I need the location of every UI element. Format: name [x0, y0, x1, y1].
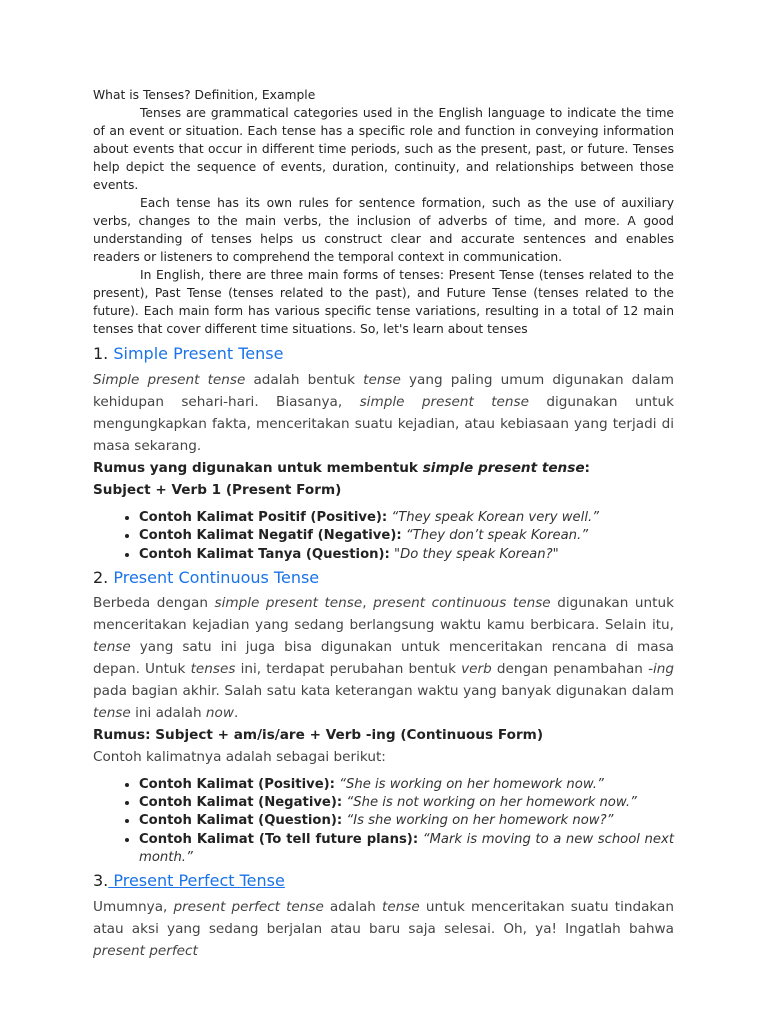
section-number: 3.	[93, 871, 109, 891]
list-item: • Contoh Kalimat (Negative): “She is not working on her homework now.”	[139, 794, 674, 812]
section-2-heading	[93, 567, 674, 589]
section-title: Present Continuous Tense	[113, 567, 320, 587]
section-2-formula: Rumus: Subject + am/is/are + Verb -ing (Continuous Form)	[93, 726, 544, 743]
intro-paragraph-3: In English, there are three main forms of tenses: Present Tense (tenses related to the present), Past Tense (tenses related to the past), and Future Tense (tenses related to the future). Each main form has various specific tense variations, resulting in a total of 12 main tenses that cover different time situations. So, let's learn about tenses	[93, 268, 674, 336]
section-2-paragraph: Berbeda dengan simple present tense, present continuous tense digunakan untuk menceritakan kejadian yang sedang berlangsung waktu kamu berbicara. Selain itu, tense yang satu ini juga bisa digunakan untuk menceritakan rencana di masa depan. Untuk tenses ini, terdapat perubahan bentuk verb dengan penambahan -ing pada bagian akhir. Salah satu kata keterangan waktu yang banyak digunakan dalam tense ini adalah now.	[93, 594, 674, 721]
section-1-rule: Rumus yang digunakan untuk membentuk simple present tense:	[93, 460, 590, 476]
section-number: 2.	[93, 567, 109, 587]
document-page	[93, 86, 674, 962]
section-title: Simple Present Tense	[113, 344, 284, 363]
list-item: • Contoh Kalimat (To tell future plans): “Mark is moving to a new school next month.”	[139, 831, 674, 868]
section-2-examples	[93, 776, 674, 867]
section-1-formula: Subject + Verb 1 (Present Form)	[93, 482, 342, 498]
section-2-intro: Contoh kalimatnya adalah sebagai berikut:	[93, 748, 386, 765]
section-title: Present Perfect Tense	[108, 871, 285, 891]
list-item: • Contoh Kalimat (Positive): “She is working on her homework now.”	[139, 776, 674, 794]
list-item: • Contoh Kalimat Tanya (Question): "Do they speak Korean?"	[139, 546, 674, 564]
section-3-heading	[93, 870, 674, 892]
intro-paragraph-1: Tenses are grammatical categories used in the English language to indicate the time of an event or situation. Each tense has a specific role and function in conveying information about events that occur in different time periods, such as the present, past, or future. Tenses help depict the sequence of events, duration, continuity, and relationships between those events.	[93, 106, 674, 192]
document-title: What is Tenses? Definition, Example	[93, 88, 316, 102]
section-1-examples	[93, 509, 674, 564]
list-item: • Contoh Kalimat Positif (Positive): “They speak Korean very well.”	[139, 509, 674, 527]
list-item: • Contoh Kalimat (Question): “Is she working on her homework now?”	[139, 812, 674, 830]
section-1-heading	[93, 343, 674, 365]
intro-paragraph-2: Each tense has its own rules for sentence formation, such as the use of auxiliary verbs, changes to the main verbs, the inclusion of adverbs of time, and more. A good understanding of tenses helps us construct clear and accurate sentences and enables readers or listeners to comprehend the temporal context in communication.	[93, 196, 674, 264]
list-item: • Contoh Kalimat Negatif (Negative): “They don’t speak Korean.”	[139, 527, 674, 545]
section-number: 1.	[93, 344, 109, 363]
section-1-paragraph: Simple present tense adalah bentuk tense yang paling umum digunakan dalam kehidupan sehari-hari. Biasanya, simple present tense digunakan untuk mengungkapkan fakta, menceritakan suatu kejadian, atau kebiasaan yang terjadi di masa sekarang.	[93, 372, 674, 454]
section-3-paragraph: Umumnya, present perfect tense adalah tense untuk menceritakan suatu tindakan atau aksi yang sedang berjalan atau baru saja selesai. Oh, ya! Ingatlah bahwa present perfect	[93, 899, 674, 960]
